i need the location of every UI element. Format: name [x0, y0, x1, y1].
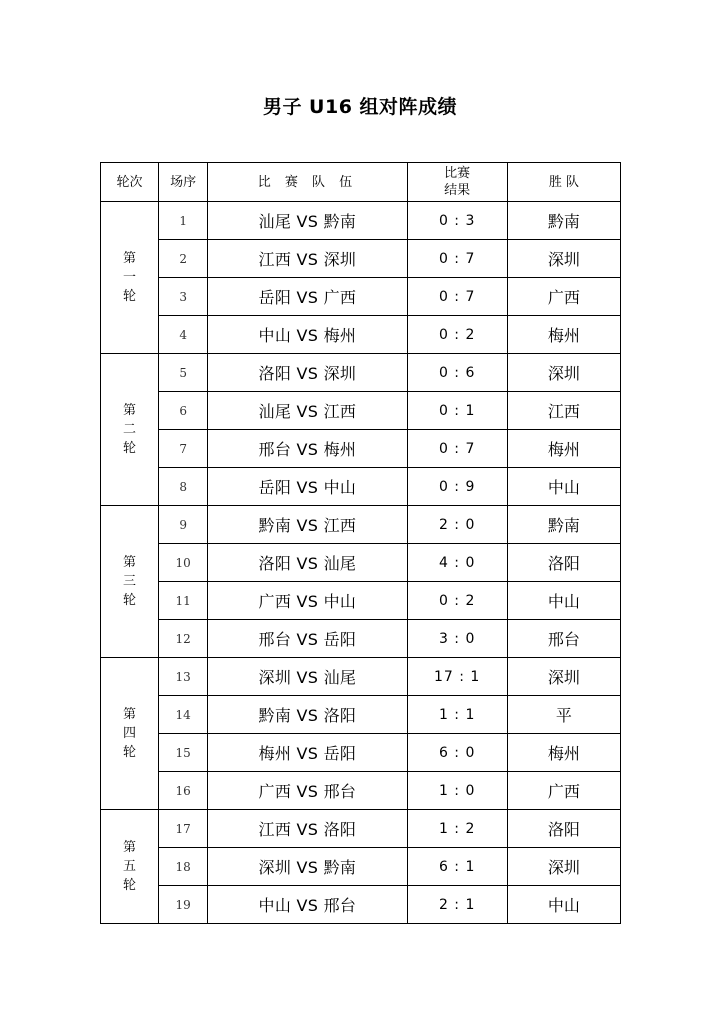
match-seq: 2	[159, 240, 208, 278]
match-winner: 深圳	[507, 354, 620, 392]
table-row	[101, 810, 621, 848]
header-result-line2: 结果	[444, 183, 471, 198]
table-row	[101, 392, 621, 430]
match-seq: 8	[159, 468, 208, 506]
match-teams: 深圳 VS 黔南	[208, 848, 407, 886]
table-row	[101, 848, 621, 886]
match-teams: 黔南 VS 洛阳	[208, 696, 407, 734]
match-result: 1 : 0	[407, 772, 507, 810]
match-winner: 深圳	[507, 658, 620, 696]
match-result: 0 : 7	[407, 278, 507, 316]
round-label	[101, 810, 159, 924]
match-teams: 岳阳 VS 广西	[208, 278, 407, 316]
match-result: 0 : 2	[407, 582, 507, 620]
match-teams: 江西 VS 洛阳	[208, 810, 407, 848]
table-row	[101, 582, 621, 620]
header-result	[407, 163, 507, 202]
match-winner: 洛阳	[507, 810, 620, 848]
match-teams: 邢台 VS 岳阳	[208, 620, 407, 658]
match-seq: 13	[159, 658, 208, 696]
match-teams: 汕尾 VS 江西	[208, 392, 407, 430]
match-teams: 深圳 VS 汕尾	[208, 658, 407, 696]
match-result: 2 : 0	[407, 506, 507, 544]
match-result: 0 : 9	[407, 468, 507, 506]
table-row	[101, 772, 621, 810]
match-winner: 洛阳	[507, 544, 620, 582]
round-label	[101, 658, 159, 810]
match-seq: 18	[159, 848, 208, 886]
match-result: 4 : 0	[407, 544, 507, 582]
match-result: 0 : 1	[407, 392, 507, 430]
match-winner: 深圳	[507, 848, 620, 886]
match-teams: 洛阳 VS 汕尾	[208, 544, 407, 582]
match-seq: 7	[159, 430, 208, 468]
match-winner: 黔南	[507, 506, 620, 544]
header-seq: 场序	[159, 163, 208, 202]
table-row	[101, 734, 621, 772]
match-result: 2 : 1	[407, 886, 507, 924]
match-winner: 广西	[507, 772, 620, 810]
match-winner: 中山	[507, 468, 620, 506]
match-result: 0 : 3	[407, 202, 507, 240]
match-seq: 12	[159, 620, 208, 658]
table-row	[101, 658, 621, 696]
match-seq: 9	[159, 506, 208, 544]
match-winner: 梅州	[507, 316, 620, 354]
round-label	[101, 202, 159, 354]
match-result: 0 : 6	[407, 354, 507, 392]
match-winner: 黔南	[507, 202, 620, 240]
match-teams: 岳阳 VS 中山	[208, 468, 407, 506]
match-result: 17 : 1	[407, 658, 507, 696]
table-row	[101, 202, 621, 240]
match-teams: 黔南 VS 江西	[208, 506, 407, 544]
round-label-text: 第四轮	[123, 707, 137, 760]
table-row	[101, 316, 621, 354]
results-table	[100, 162, 621, 924]
header-row	[101, 163, 621, 202]
match-seq: 11	[159, 582, 208, 620]
table-row	[101, 240, 621, 278]
match-winner: 梅州	[507, 734, 620, 772]
table-row	[101, 620, 621, 658]
match-teams: 梅州 VS 岳阳	[208, 734, 407, 772]
round-label-text: 第一轮	[123, 251, 137, 304]
match-result: 0 : 7	[407, 430, 507, 468]
match-teams: 中山 VS 邢台	[208, 886, 407, 924]
match-seq: 15	[159, 734, 208, 772]
round-label	[101, 506, 159, 658]
page-title: 男子 U16 组对阵成绩	[262, 96, 458, 118]
match-teams: 邢台 VS 梅州	[208, 430, 407, 468]
match-teams: 中山 VS 梅州	[208, 316, 407, 354]
match-seq: 14	[159, 696, 208, 734]
match-seq: 5	[159, 354, 208, 392]
match-seq: 1	[159, 202, 208, 240]
match-seq: 3	[159, 278, 208, 316]
table-row	[101, 278, 621, 316]
table-row	[101, 886, 621, 924]
match-winner: 中山	[507, 886, 620, 924]
match-teams: 广西 VS 中山	[208, 582, 407, 620]
round-label-text: 第三轮	[123, 555, 137, 608]
match-result: 6 : 1	[407, 848, 507, 886]
round-label-text: 第二轮	[123, 403, 137, 456]
table-row	[101, 430, 621, 468]
header-teams: 比 赛 队 伍	[208, 163, 407, 202]
match-teams: 江西 VS 深圳	[208, 240, 407, 278]
match-seq: 17	[159, 810, 208, 848]
match-winner: 广西	[507, 278, 620, 316]
match-winner: 梅州	[507, 430, 620, 468]
match-winner: 江西	[507, 392, 620, 430]
match-seq: 16	[159, 772, 208, 810]
match-winner: 中山	[507, 582, 620, 620]
match-result: 0 : 7	[407, 240, 507, 278]
match-seq: 19	[159, 886, 208, 924]
table-row	[101, 696, 621, 734]
match-result: 1 : 1	[407, 696, 507, 734]
match-result: 6 : 0	[407, 734, 507, 772]
round-label-text: 第五轮	[123, 840, 137, 893]
match-teams: 洛阳 VS 深圳	[208, 354, 407, 392]
match-result: 0 : 2	[407, 316, 507, 354]
round-label	[101, 354, 159, 506]
header-round: 轮次	[101, 163, 159, 202]
match-seq: 10	[159, 544, 208, 582]
match-result: 3 : 0	[407, 620, 507, 658]
table-row	[101, 468, 621, 506]
table-row	[101, 544, 621, 582]
match-teams: 广西 VS 邢台	[208, 772, 407, 810]
table-row	[101, 506, 621, 544]
match-teams: 汕尾 VS 黔南	[208, 202, 407, 240]
match-seq: 4	[159, 316, 208, 354]
header-result-line1: 比赛	[444, 166, 471, 181]
match-result: 1 : 2	[407, 810, 507, 848]
header-winner: 胜 队	[507, 163, 620, 202]
table-row	[101, 354, 621, 392]
match-seq: 6	[159, 392, 208, 430]
match-winner: 平	[507, 696, 620, 734]
match-winner: 深圳	[507, 240, 620, 278]
match-winner: 邢台	[507, 620, 620, 658]
